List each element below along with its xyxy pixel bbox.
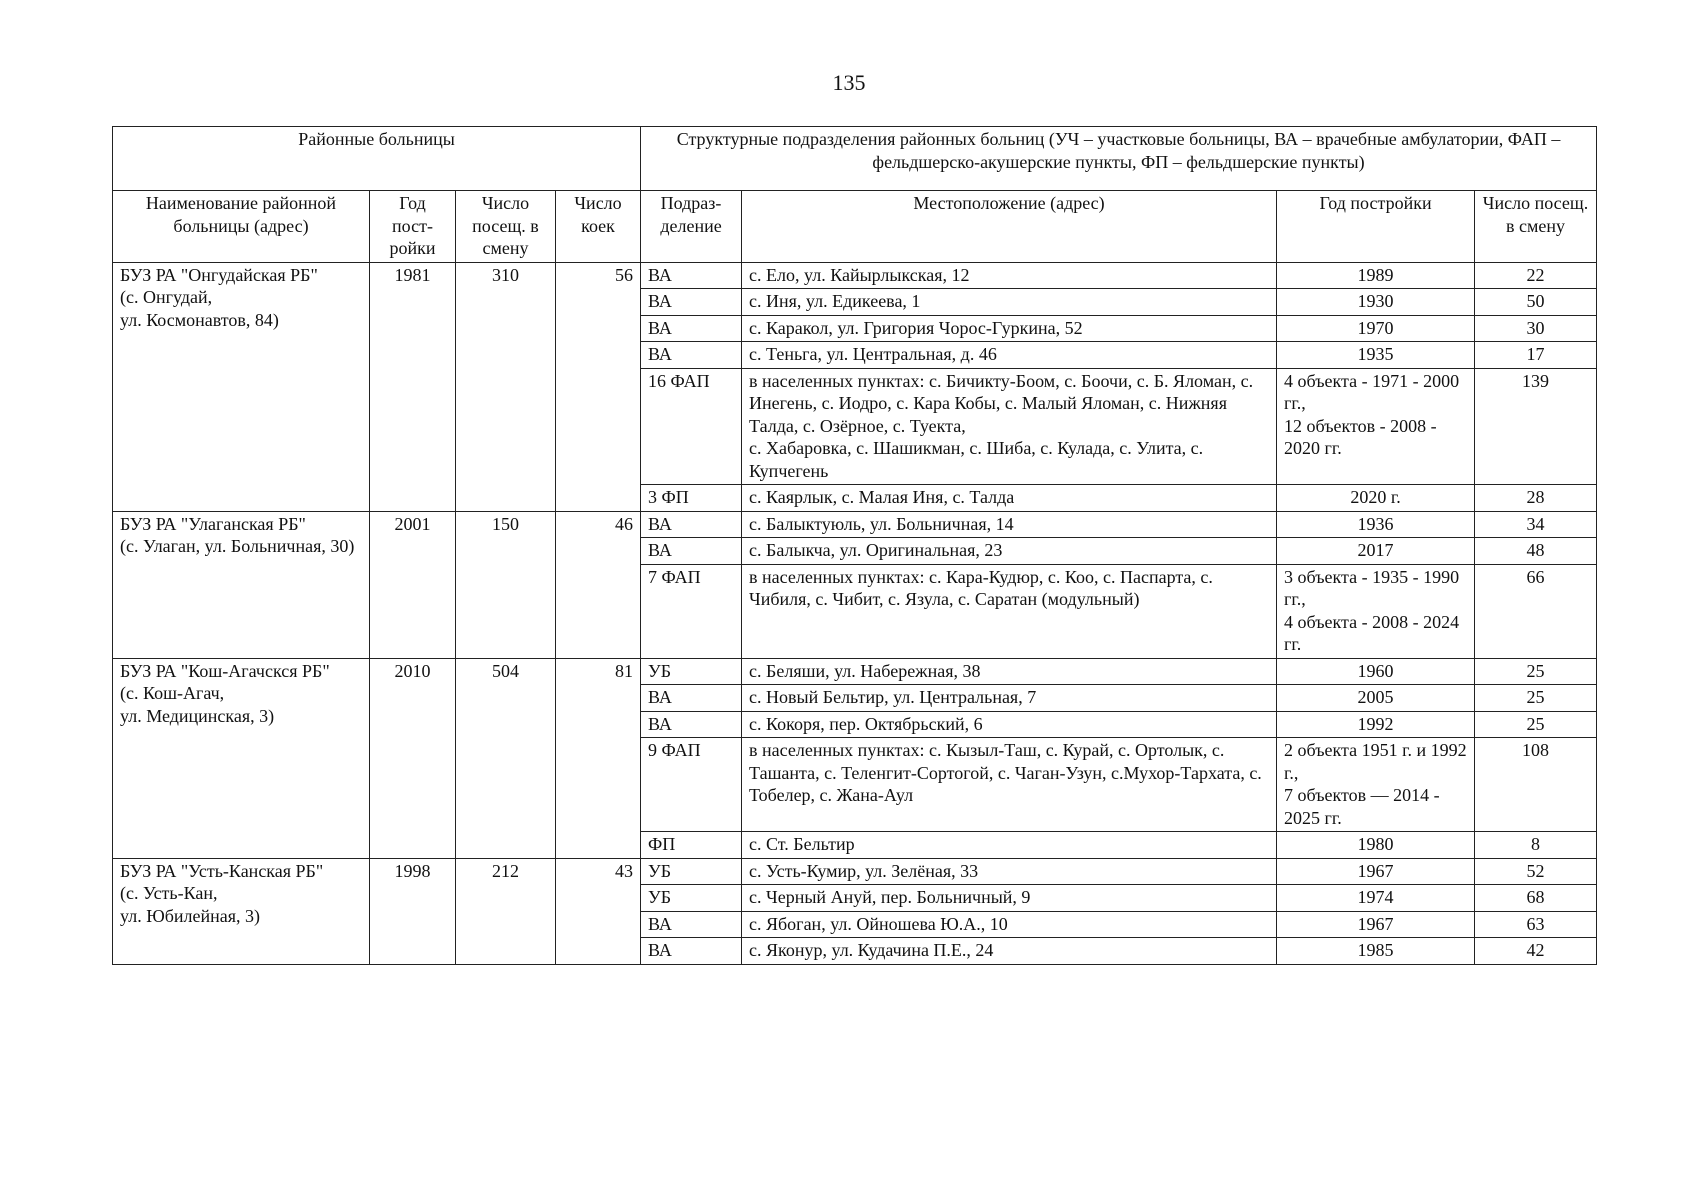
unit-year-cell: 1960 — [1277, 658, 1475, 685]
unit-address-cell: с. Иня, ул. Едикеева, 1 — [742, 289, 1277, 316]
unit-address-cell: в населенных пунктах: с. Бичикту-Боом, с. Боочи, с. Б. Яломан, с. Инегень, с. Иодро, с. Кара Кобы, с. Малый Яломан, с. Нижняя Талда, с. Озёрное, с. Туекта, с. Хабаровка, с. Шашикман, с. Шиба, с. Кулада, с. Улита, с. Купчегень — [742, 368, 1277, 485]
unit-visits-cell: 8 — [1475, 832, 1597, 859]
unit-visits-cell: 48 — [1475, 538, 1597, 565]
column-header-hospital-name: Наименование районной больницы (адрес) — [113, 191, 370, 263]
unit-year-cell: 1980 — [1277, 832, 1475, 859]
hospital-build-year-cell: 2010 — [370, 658, 456, 858]
table-row — [113, 658, 1597, 685]
unit-visits-cell: 42 — [1475, 938, 1597, 965]
unit-visits-cell: 139 — [1475, 368, 1597, 485]
unit-address-cell: с. Балыкча, ул. Оригинальная, 23 — [742, 538, 1277, 565]
hospital-visits-cell: 212 — [456, 858, 556, 964]
unit-visits-cell: 30 — [1475, 315, 1597, 342]
hospital-build-year-cell: 2001 — [370, 511, 456, 658]
hospital-beds-cell: 56 — [556, 262, 641, 511]
hospital-name-cell: БУЗ РА "Усть-Канская РБ" (с. Усть-Кан, ул. Юбилейная, 3) — [113, 858, 370, 964]
unit-address-cell: с. Новый Бельтир, ул. Центральная, 7 — [742, 685, 1277, 712]
unit-visits-cell: 22 — [1475, 262, 1597, 289]
unit-type-cell: ВА — [641, 315, 742, 342]
unit-address-cell: с. Черный Ануй, пер. Больничный, 9 — [742, 885, 1277, 912]
column-header-build-year: Год пост-ройки — [370, 191, 456, 263]
group-header-row — [113, 127, 1597, 191]
unit-type-cell: 7 ФАП — [641, 564, 742, 658]
hospital-build-year-cell: 1981 — [370, 262, 456, 511]
unit-address-cell: с. Каярлык, с. Малая Иня, с. Талда — [742, 485, 1277, 512]
unit-year-cell: 1967 — [1277, 911, 1475, 938]
unit-visits-cell: 25 — [1475, 711, 1597, 738]
unit-address-cell: с. Кокоря, пер. Октябрьский, 6 — [742, 711, 1277, 738]
unit-year-cell: 2017 — [1277, 538, 1475, 565]
unit-type-cell: ВА — [641, 342, 742, 369]
page-number: 135 — [832, 70, 866, 95]
unit-year-cell: 2020 г. — [1277, 485, 1475, 512]
unit-address-cell: с. Теньга, ул. Центральная, д. 46 — [742, 342, 1277, 369]
unit-visits-cell: 66 — [1475, 564, 1597, 658]
hospital-beds-cell: 46 — [556, 511, 641, 658]
unit-type-cell: УБ — [641, 858, 742, 885]
unit-address-cell: с. Ело, ул. Кайырлыкская, 12 — [742, 262, 1277, 289]
table-row — [113, 858, 1597, 885]
unit-visits-cell: 108 — [1475, 738, 1597, 832]
hospitals-table — [112, 126, 1597, 965]
unit-type-cell: 9 ФАП — [641, 738, 742, 832]
table-row — [113, 262, 1597, 289]
unit-year-cell: 1930 — [1277, 289, 1475, 316]
column-header-address: Местоположение (адрес) — [742, 191, 1277, 263]
column-header-row — [113, 191, 1597, 263]
hospital-visits-cell: 504 — [456, 658, 556, 858]
unit-year-cell: 1967 — [1277, 858, 1475, 885]
unit-year-cell: 1992 — [1277, 711, 1475, 738]
unit-type-cell: ВА — [641, 938, 742, 965]
unit-type-cell: ВА — [641, 289, 742, 316]
hospital-name-cell: БУЗ РА "Кош-Агачскся РБ" (с. Кош-Агач, ул. Медицинская, 3) — [113, 658, 370, 858]
unit-visits-cell: 52 — [1475, 858, 1597, 885]
unit-visits-cell: 25 — [1475, 685, 1597, 712]
district-hospitals-header: Районные больницы — [113, 127, 641, 191]
unit-type-cell: ВА — [641, 711, 742, 738]
unit-visits-cell: 63 — [1475, 911, 1597, 938]
unit-year-cell: 1974 — [1277, 885, 1475, 912]
unit-address-cell: с. Усть-Кумир, ул. Зелёная, 33 — [742, 858, 1277, 885]
column-header-unit-visits: Число посещ. в смену — [1475, 191, 1597, 263]
hospital-visits-cell: 150 — [456, 511, 556, 658]
column-header-beds: Число коек — [556, 191, 641, 263]
hospital-name-cell: БУЗ РА "Онгудайская РБ" (с. Онгудай, ул. Космонавтов, 84) — [113, 262, 370, 511]
unit-visits-cell: 68 — [1475, 885, 1597, 912]
hospital-visits-cell: 310 — [456, 262, 556, 511]
unit-address-cell: в населенных пунктах: с. Кара-Кудюр, с. Коо, с. Паспарта, с. Чибиля, с. Чибит, с. Язула, с. Саратан (модульный) — [742, 564, 1277, 658]
structural-units-header: Структурные подразделения районных больниц (УЧ – участковые больницы, ВА – врачебные амбулатории, ФАП – фельдшерско-акушерские пункты, ФП – фельдшерские пункты) — [641, 127, 1597, 191]
unit-type-cell: ВА — [641, 538, 742, 565]
unit-address-cell: с. Ябоган, ул. Ойношева Ю.А., 10 — [742, 911, 1277, 938]
unit-type-cell: УБ — [641, 885, 742, 912]
column-header-unit: Подраз-деление — [641, 191, 742, 263]
unit-address-cell: с. Беляши, ул. Набережная, 38 — [742, 658, 1277, 685]
column-header-visits: Число посещ. в смену — [456, 191, 556, 263]
unit-year-cell: 4 объекта - 1971 - 2000 гг., 12 объектов - 2008 - 2020 гг. — [1277, 368, 1475, 485]
hospital-name-cell: БУЗ РА "Улаганская РБ" (с. Улаган, ул. Больничная, 30) — [113, 511, 370, 658]
unit-year-cell: 1985 — [1277, 938, 1475, 965]
unit-type-cell: 16 ФАП — [641, 368, 742, 485]
unit-address-cell: с. Ст. Бельтир — [742, 832, 1277, 859]
unit-year-cell: 1970 — [1277, 315, 1475, 342]
hospital-build-year-cell: 1998 — [370, 858, 456, 964]
unit-year-cell: 1989 — [1277, 262, 1475, 289]
unit-visits-cell: 28 — [1475, 485, 1597, 512]
unit-visits-cell: 34 — [1475, 511, 1597, 538]
unit-visits-cell: 25 — [1475, 658, 1597, 685]
unit-year-cell: 2005 — [1277, 685, 1475, 712]
unit-visits-cell: 50 — [1475, 289, 1597, 316]
unit-year-cell: 1935 — [1277, 342, 1475, 369]
table-row — [113, 511, 1597, 538]
unit-type-cell: ФП — [641, 832, 742, 859]
unit-address-cell: с. Балыктуюль, ул. Больничная, 14 — [742, 511, 1277, 538]
unit-type-cell: ВА — [641, 685, 742, 712]
unit-type-cell: ВА — [641, 911, 742, 938]
unit-year-cell: 2 объекта 1951 г. и 1992 г., 7 объектов — 2014 - 2025 гг. — [1277, 738, 1475, 832]
unit-type-cell: УБ — [641, 658, 742, 685]
unit-address-cell: в населенных пунктах: с. Кызыл-Таш, с. Курай, с. Ортолык, с. Ташанта, с. Теленгит-Сортогой, с. Чаган-Узун, с.Мухор-Тархата, с. Тобелер, с. Жана-Аул — [742, 738, 1277, 832]
unit-year-cell: 3 объекта - 1935 - 1990 гг., 4 объекта - 2008 - 2024 гг. — [1277, 564, 1475, 658]
unit-address-cell: с. Яконур, ул. Кудачина П.Е., 24 — [742, 938, 1277, 965]
hospital-beds-cell: 43 — [556, 858, 641, 964]
unit-address-cell: с. Каракол, ул. Григория Чорос-Гуркина, 52 — [742, 315, 1277, 342]
column-header-unit-year: Год постройки — [1277, 191, 1475, 263]
hospital-beds-cell: 81 — [556, 658, 641, 858]
unit-year-cell: 1936 — [1277, 511, 1475, 538]
unit-type-cell: ВА — [641, 262, 742, 289]
unit-type-cell: ВА — [641, 511, 742, 538]
unit-type-cell: 3 ФП — [641, 485, 742, 512]
unit-visits-cell: 17 — [1475, 342, 1597, 369]
